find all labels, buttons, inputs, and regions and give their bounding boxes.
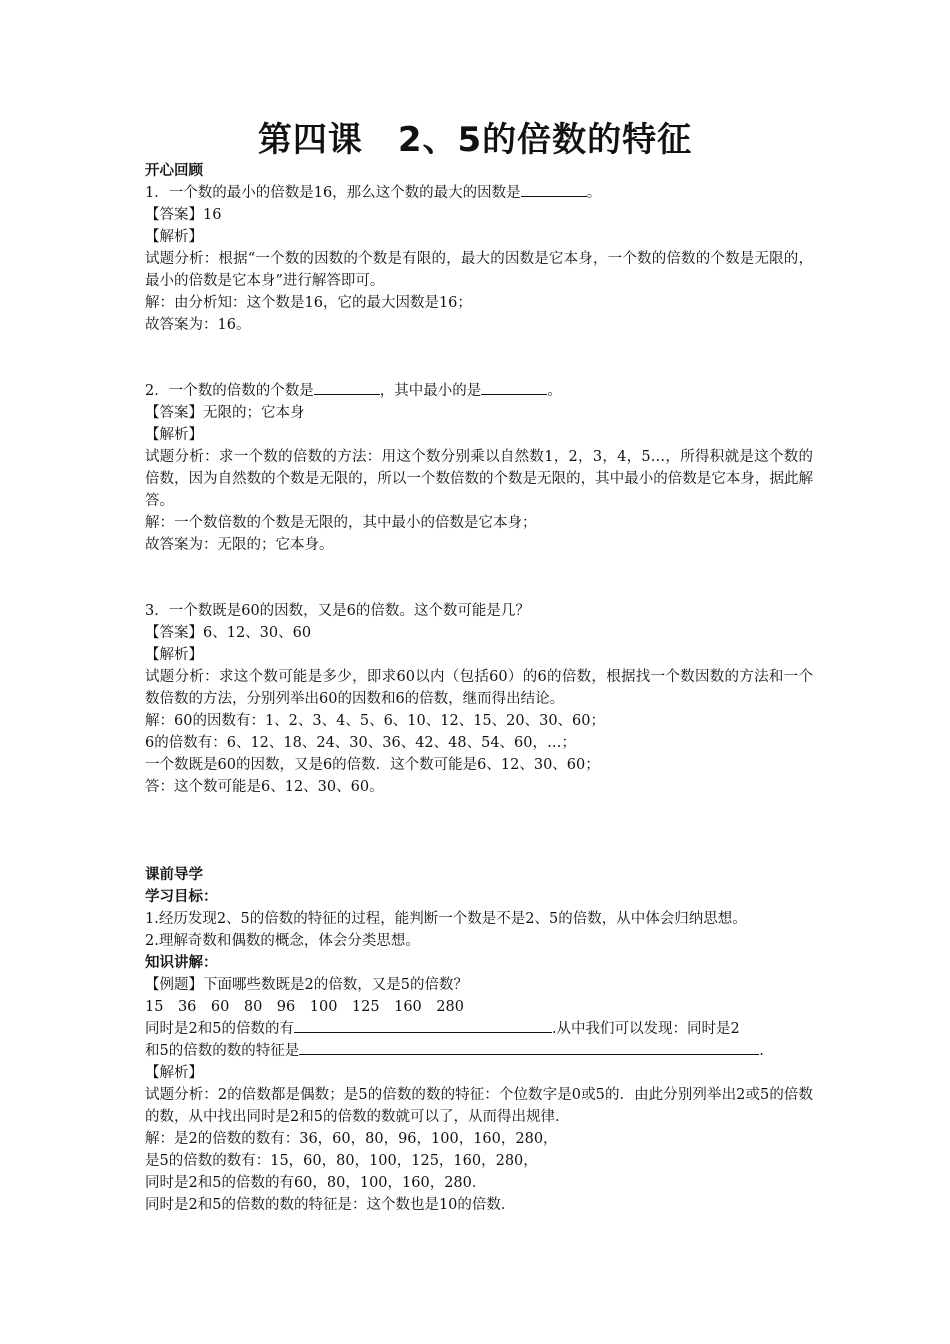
question-text: 。 xyxy=(547,383,562,399)
solution-line: 一个数既是60的因数，又是6的倍数．这个数可能是6、12、30、60； xyxy=(145,757,600,773)
answer-blank xyxy=(314,380,380,395)
question-text: 2．一个数的倍数的个数是 xyxy=(145,383,314,399)
analysis-label: 【解析】 xyxy=(145,427,203,443)
answer-blank xyxy=(481,380,547,395)
goal-item: 1.经历发现2、5的倍数的特征的过程，能判断一个数是不是2、5的倍数，从中体会归纳思想。 xyxy=(145,911,747,927)
goals-heading: 学习目标： xyxy=(145,889,218,905)
analysis-text: 试题分析：2的倍数都是偶数；是5的倍数的数的特征：个位数字是0或5的．由此分别列举出2或5的倍数的数，从中找出同时是2和5的倍数的数就可以了，从而得出规律． xyxy=(145,1087,813,1125)
solution-line: 解：60的因数有：1、2、3、4、5、6、10、12、15、20、30、60； xyxy=(145,713,606,729)
solution-line: 同时是2和5的倍数的有60，80，100，160，280． xyxy=(145,1175,487,1191)
question-2-text xyxy=(145,380,813,402)
analysis-label: 【解析】 xyxy=(145,647,203,663)
conclusion-line: 故答案为：16。 xyxy=(145,317,251,333)
solution-line: 是5的倍数的数有：15，60，80，100，125，160，280， xyxy=(145,1153,538,1169)
example xyxy=(145,974,813,1216)
conclusion-line: 故答案为：无限的；它本身。 xyxy=(145,537,334,553)
question-3 xyxy=(145,600,813,798)
example-fill-2 xyxy=(145,1040,813,1062)
solution-line: 解：由分析知：这个数是16，它的最大因数是16； xyxy=(145,295,472,311)
answer-line: 【答案】6、12、30、60 xyxy=(145,625,312,641)
answer-line: 【答案】无限的；它本身 xyxy=(145,405,305,421)
solution-line: 解：是2的倍数的数有：36，60，80，96，100，160，280， xyxy=(145,1131,558,1147)
question-text: .从中我们可以发现：同时是2 xyxy=(551,1021,740,1037)
analysis-text: 试题分析：求一个数的倍数的方法：用这个数分别乘以自然数1，2，3，4，5…，所得积就是这个数的倍数，因为自然数的个数是无限的，所以一个数倍数的个数是无限的，其中最小的倍数是它本身，据此解答。 xyxy=(145,449,813,509)
solution-line: 6的倍数有：6、12、18、24、30、36、42、48、54、60，…； xyxy=(145,735,577,751)
conclusion-line: 答：这个数可能是6、12、30、60。 xyxy=(145,779,384,795)
analysis-text: 试题分析：根据“一个数的因数的个数是有限的，最大的因数是它本身，一个数的倍数的个数是无限的，最小的倍数是它本身”进行解答即可。 xyxy=(145,251,813,289)
document-body xyxy=(145,160,813,1216)
question-text: 1．一个数的最小的倍数是16，那么这个数的最大的因数是 xyxy=(145,185,521,201)
question-3-text: 3．一个数既是60的因数，又是6的倍数。这个数可能是几？ xyxy=(145,603,530,619)
knowledge-heading: 知识讲解： xyxy=(145,955,218,971)
analysis-text: 试题分析：求这个数可能是多少，即求60以内（包括60）的6的倍数，根据找一个数因数的方法和一个数倍数的方法，分别列举出60的因数和6的倍数，继而得出结论。 xyxy=(145,669,813,707)
question-text: 。 xyxy=(586,185,602,201)
answer-blank xyxy=(521,182,587,197)
question-2 xyxy=(145,380,813,556)
example-question: 【例题】下面哪些数既是2的倍数，又是5的倍数？ xyxy=(145,977,468,993)
solution-line: 解：一个数倍数的个数是无限的，其中最小的倍数是它本身； xyxy=(145,515,537,531)
question-text: . xyxy=(759,1043,764,1059)
analysis-label: 【解析】 xyxy=(145,229,203,245)
goal-item: 2.理解奇数和偶数的概念，体会分类思想。 xyxy=(145,933,420,949)
example-numbers: 15 36 60 80 96 100 125 160 280 xyxy=(145,999,464,1015)
question-text: 和5的倍数的数的特征是 xyxy=(145,1043,300,1059)
solution-line: 同时是2和5的倍数的数的特征是：这个数也是10的倍数． xyxy=(145,1197,516,1213)
question-text: ，其中最小的是 xyxy=(379,383,482,399)
section-heading-preview: 课前导学 xyxy=(145,867,203,883)
question-1 xyxy=(145,182,813,336)
page-title: 第四课 2、5的倍数的特征 xyxy=(257,120,693,160)
question-text: 同时是2和5的倍数的有 xyxy=(145,1021,294,1037)
example-fill-1 xyxy=(145,1018,813,1040)
section-heading-review: 开心回顾 xyxy=(145,163,203,179)
answer-line: 【答案】16 xyxy=(145,207,222,223)
answer-blank xyxy=(299,1040,759,1055)
answer-blank xyxy=(294,1018,552,1033)
question-1-text xyxy=(145,182,813,204)
analysis-label: 【解析】 xyxy=(145,1065,203,1081)
